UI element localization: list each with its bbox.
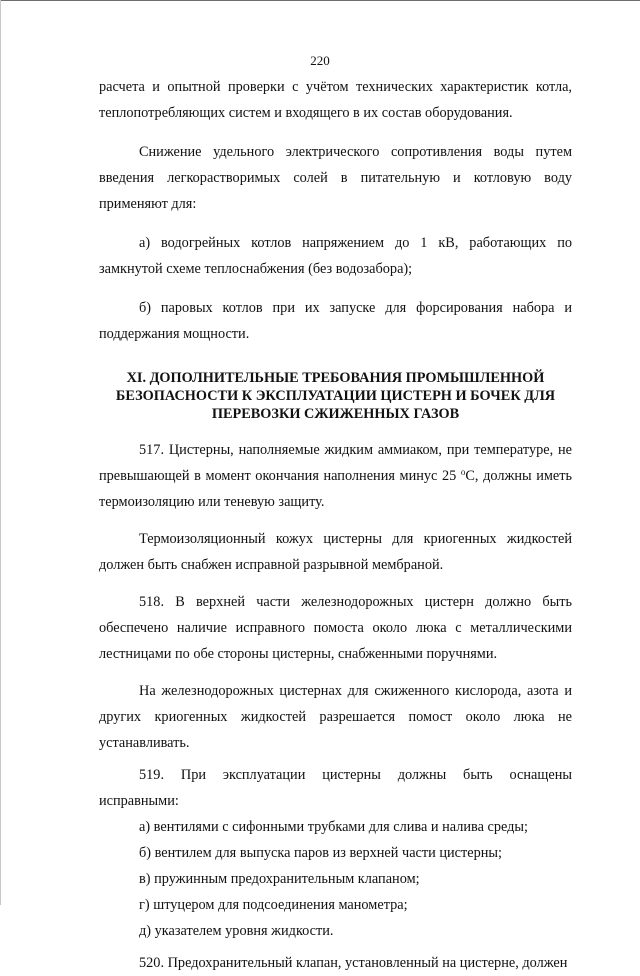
document-body <box>99 74 572 976</box>
list-item-d-fitting: г) штуцером для подсоединения манометра; <box>139 897 408 913</box>
paragraph-520: 520. Предохранительный клапан, установленный на цистерне, должен <box>139 955 568 971</box>
paragraph-517-text: 517. Цистерны, наполняемые жидким аммиаком, при температуре, не превышающей в момент окончания наполнения минус 25 <box>99 442 572 484</box>
section-heading-line: БЕЗОПАСНОСТИ К ЭКСПЛУАТАЦИИ ЦИСТЕРН И БОЧЕК ДЛЯ <box>115 388 556 404</box>
paragraph-517 <box>99 437 572 515</box>
section-heading <box>109 369 562 423</box>
list-item-a-valves: а) вентилями с сифонными трубками для слива и налива среды; <box>139 819 528 835</box>
section-heading-line: XI. ДОПОЛНИТЕЛЬНЫЕ ТРЕБОВАНИЯ ПРОМЫШЛЕННОЙ <box>126 370 545 386</box>
list-item-e-level: д) указателем уровня жидкости. <box>139 923 334 939</box>
scan-border-left <box>0 0 1 905</box>
list-item-b-vent: б) вентилем для выпуска паров из верхней части цистерны; <box>139 845 502 861</box>
paragraph-cryogenic: На железнодорожных цистернах для сжиженного кислорода, азота и других криогенных жидкостей разрешается помост около люка не устанавливать. <box>99 683 572 751</box>
paragraph-519: 519. При эксплуатации цистерны должны быть оснащены исправными: <box>99 767 572 809</box>
list-item-c-relief: в) пружинным предохранительным клапаном; <box>139 871 420 887</box>
page-number: 220 <box>310 53 330 68</box>
list-item-b-steam: б) паровых котлов при их запуске для форсирования набора и поддержания мощности. <box>99 300 572 342</box>
section-heading-line: ПЕРЕВОЗКИ СЖИЖЕННЫХ ГАЗОВ <box>211 406 460 422</box>
paragraph-continuation: расчета и опытной проверки с учётом технических характеристик котла, теплопотребляющих систем и входящего в их состав оборудования. <box>99 79 572 121</box>
degree-sign: о <box>460 467 466 477</box>
paragraph-518: 518. В верхней части железнодорожных цистерн должно быть обеспечено наличие исправного помоста около люка с металлическими лестницами по обе стороны цистерны, снабженными поручнями. <box>99 594 572 662</box>
list-item-a-boilers: а) водогрейных котлов напряжением до 1 кВ, работающих по замкнутой схеме теплоснабжения (без водозабора); <box>99 235 572 277</box>
paragraph-salts: Снижение удельного электрического сопротивления воды путем введения легкорастворимых солей в питательную и котловую воду применяют для: <box>99 144 572 212</box>
scan-border-top <box>0 0 640 1</box>
paragraph-517-text-end: С, должны иметь термоизоляцию или теневую защиту. <box>99 468 573 510</box>
paragraph-membrane: Термоизоляционный кожух цистерны для криогенных жидкостей должен быть снабжен исправной разрывной мембраной. <box>99 531 572 573</box>
